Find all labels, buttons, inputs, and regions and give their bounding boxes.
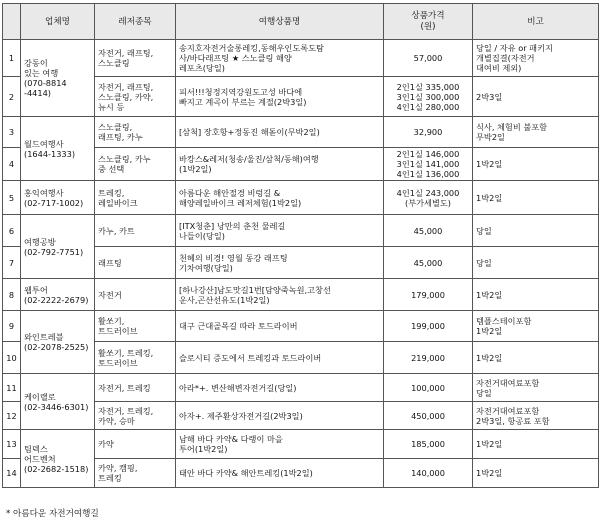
sports-cell-line: 카약, 승마 [98, 415, 135, 426]
row-number: 11 [3, 374, 21, 402]
note-cell-line: 당일 [476, 257, 492, 268]
note-cell-line: 템플스테이포함 [476, 316, 532, 326]
price-cell-line: 100,000 [411, 382, 445, 393]
sports-cell-line: 스노클링, [98, 122, 133, 132]
product-cell-line: [하나강산]남도맛길1번[담양죽녹원,고창선 [179, 284, 331, 295]
sports-cell-line: 활쏘기, [98, 316, 125, 326]
product-cell [176, 342, 384, 374]
company-cell [21, 311, 95, 374]
sports-cell-line: 토드러이브 [98, 357, 138, 368]
note-cell-line: 2박3일 [476, 91, 503, 102]
price-cell-line: 450,000 [411, 410, 445, 421]
sports-cell-line: 트드러이브 [98, 326, 138, 336]
product-cell-line: [삼척] 장호항+정동진 해돋이(무박2일) [179, 127, 320, 137]
product-cell [176, 40, 384, 77]
sports-cell [95, 342, 176, 374]
header-sports: 레저종목 [95, 4, 176, 40]
product-cell [176, 402, 384, 430]
price-cell-line: 2인1실 335,000 [396, 81, 460, 92]
table-row [3, 181, 599, 215]
sports-cell-line: 카약, 캠핑, [98, 463, 138, 473]
sports-cell-line: 자전거, 래프팅, [98, 81, 154, 92]
price-cell [384, 77, 473, 117]
price-cell-line: 32,900 [413, 127, 443, 137]
table-row [3, 311, 599, 342]
price-cell [384, 311, 473, 342]
product-cell-line: 아름다운 해안절경 비렁길 & [179, 187, 281, 198]
company-cell-line: (1644-1333) [24, 148, 76, 159]
row-number: 5 [3, 181, 21, 215]
note-cell [473, 117, 599, 148]
company-cell [21, 430, 95, 488]
price-cell [384, 402, 473, 430]
product-cell-line: (1박2일) [179, 164, 212, 174]
sports-cell [95, 148, 176, 181]
sports-cell-line: 카약 [98, 439, 114, 449]
price-cell [384, 279, 473, 311]
product-cell [176, 374, 384, 402]
product-cell [176, 215, 384, 247]
price-cell-line: 179,000 [411, 289, 445, 300]
company-cell-line: 홍익여행사 [24, 187, 64, 198]
note-cell [473, 342, 599, 374]
product-cell-line: 바캉스&레저(청송/울진/삼척/동해)여행 [179, 154, 319, 164]
price-cell-line: 45,000 [413, 257, 443, 268]
note-cell [473, 279, 599, 311]
header-note: 비고 [473, 4, 599, 40]
product-cell-line: 남해 바다 카약& 다랭이 마을 [179, 434, 283, 444]
price-cell-line: 140,000 [411, 468, 445, 478]
note-cell [473, 247, 599, 279]
company-cell-line: 어드벤처 [24, 453, 56, 464]
sports-cell [95, 459, 176, 488]
product-cell [176, 148, 384, 181]
price-cell [384, 459, 473, 488]
product-cell-line: 빠지고 계곡이 부르는 계절(2박3일) [179, 96, 307, 107]
header-no [3, 4, 21, 40]
product-cell-line: 레포츠(당일) [179, 63, 225, 73]
header-company: 업체명 [21, 4, 95, 40]
product-cell-line: 천혜의 비경! 영월 동강 래프팅 [179, 252, 288, 263]
product-cell [176, 117, 384, 148]
sports-cell-line: 자전거, 트레킹 [98, 382, 151, 393]
sports-cell [95, 181, 176, 215]
note-cell [473, 459, 599, 488]
header-product: 여행상품명 [176, 4, 384, 40]
sports-cell-line: 중 선택 [98, 164, 125, 174]
note-cell-line: 자전거대여료포함 [476, 405, 540, 416]
header-price: 상품가격 (원) [384, 4, 473, 40]
product-cell [176, 77, 384, 117]
note-cell [473, 402, 599, 430]
price-cell [384, 342, 473, 374]
company-cell [21, 374, 95, 430]
product-cell-line: 해양레일바이크 레저체험(1박2일) [179, 197, 302, 208]
product-cell-line: 나들이(당일) [179, 230, 225, 241]
sports-cell-line: 레일바이크 [98, 197, 138, 208]
price-cell [384, 374, 473, 402]
company-cell-line: (070-8814 [24, 78, 67, 88]
product-cell-line: 아라*+. 변산해변자전거길(당일) [179, 382, 297, 393]
sports-cell [95, 40, 176, 77]
product-cell [176, 311, 384, 342]
note-cell [473, 77, 599, 117]
company-cell-line: 월드여행사 [24, 138, 64, 149]
price-cell [384, 181, 473, 215]
sports-cell-line: 래프팅 [98, 257, 122, 268]
company-cell [21, 40, 95, 117]
table-row [3, 117, 599, 148]
company-cell [21, 279, 95, 311]
product-cell-line: 사/바다래프팅 ★ 스노클링 해양 [179, 53, 292, 63]
price-cell [384, 40, 473, 77]
product-cell-line: 송지호자전거술롱레킹,동해우인도록도탐 [179, 43, 324, 53]
table-row [3, 430, 599, 459]
price-cell-line: 219,000 [411, 352, 445, 363]
row-number: 3 [3, 117, 21, 148]
note-cell-line: 당일 [476, 225, 492, 236]
note-cell-line: 무박2일 [476, 132, 505, 142]
table-row [3, 215, 599, 247]
product-table [2, 3, 599, 488]
sports-cell [95, 430, 176, 459]
sports-cell [95, 247, 176, 279]
sports-cell [95, 117, 176, 148]
company-cell-line: (02-717-1002) [24, 197, 84, 208]
table-row [3, 279, 599, 311]
product-cell [176, 459, 384, 488]
row-number: 4 [3, 148, 21, 181]
company-cell-line: (02-2078-2525) [24, 342, 89, 352]
note-cell-line: 당일 / 자유 or 패키지 [476, 43, 553, 53]
company-cell-line: 여행공방 [24, 236, 56, 247]
sports-cell [95, 311, 176, 342]
price-cell-line: (부가세별도) [405, 197, 451, 208]
sports-cell-line: 래프팅, 카누 [98, 132, 143, 142]
price-cell-line: 3인1실 141,000 [396, 159, 460, 169]
product-cell-line: 태안 바다 카약& 해안트레킹(1박2일) [179, 468, 313, 478]
row-number: 12 [3, 402, 21, 430]
price-cell-line: 4인1실 280,000 [396, 101, 460, 112]
note-cell [473, 311, 599, 342]
product-cell-line: [ITX청춘] 낭만의 춘천 물레길 [179, 220, 286, 231]
price-cell [384, 430, 473, 459]
product-cell-line: 슬로시티 증도에서 트레킹과 토드라이버 [179, 352, 322, 363]
product-cell [176, 181, 384, 215]
company-cell-line: 와인트레블 [24, 332, 64, 342]
product-cell [176, 247, 384, 279]
row-number: 1 [3, 40, 21, 77]
row-number: 2 [3, 77, 21, 117]
note-cell [473, 148, 599, 181]
note-cell [473, 215, 599, 247]
note-cell-line: 2박3일, 항공료 포함 [476, 415, 550, 426]
row-number: 6 [3, 215, 21, 247]
sports-cell-line: 스노클링 [98, 58, 130, 68]
row-number: 7 [3, 247, 21, 279]
product-cell [176, 430, 384, 459]
company-cell [21, 215, 95, 279]
price-cell [384, 215, 473, 247]
note-cell-line: 식사, 체험비 불포함 [476, 122, 548, 132]
price-cell [384, 247, 473, 279]
company-cell-line: 있는 여행 [24, 68, 59, 78]
note-cell [473, 374, 599, 402]
note-cell-line: 개별집결(자전거 [476, 53, 535, 63]
company-cell [21, 117, 95, 181]
note-cell-line: 1박2일 [476, 289, 503, 300]
company-cell-line: (02-792-7751) [24, 246, 84, 257]
sports-cell-line: 카누, 카트 [98, 225, 135, 236]
product-cell-line: 대구 근대골목길 따라 토드라이버 [179, 321, 298, 331]
table-row [3, 40, 599, 77]
sports-cell [95, 374, 176, 402]
price-cell-line: 4인1실 243,000 [396, 187, 460, 198]
sports-cell-line: 활쏘기, 트레킹, [98, 347, 154, 358]
price-cell [384, 148, 473, 181]
row-number: 14 [3, 459, 21, 488]
price-cell-line: 2인1실 146,000 [396, 149, 460, 159]
company-cell-line: 웹투어 [24, 284, 48, 295]
product-cell-line: 투어(1박2일) [179, 444, 228, 454]
note-cell-line: 자전거대여료포함 [476, 377, 540, 388]
note-cell-line: 1박2일 [476, 439, 503, 449]
note-cell [473, 430, 599, 459]
row-number: 10 [3, 342, 21, 374]
row-number: 13 [3, 430, 21, 459]
price-cell-line: 45,000 [413, 225, 443, 236]
product-cell-line: 기차여행(당일) [179, 262, 233, 273]
company-cell-line: (02-2222-2679) [24, 294, 89, 305]
company-cell-line: -4414) [24, 88, 51, 98]
product-cell [176, 279, 384, 311]
sports-cell [95, 77, 176, 117]
footnote: * 아름다운 자전거여행길 [6, 509, 99, 519]
note-cell-line: 1박2일 [476, 352, 503, 363]
sports-cell [95, 402, 176, 430]
sports-cell-line: 자전거, 트레킹, [98, 405, 154, 416]
note-cell-line: 대여비 제외) [476, 63, 522, 73]
header-row [3, 4, 599, 40]
product-cell-line: 아자+. 제주환상자전거길(2박3일) [179, 410, 303, 421]
row-number: 8 [3, 279, 21, 311]
company-cell-line: 강동이 [24, 58, 48, 68]
note-cell-line: 1박2일 [476, 326, 503, 336]
note-cell-line: 당일 [476, 387, 492, 398]
row-number: 9 [3, 311, 21, 342]
note-cell [473, 40, 599, 77]
sports-cell [95, 279, 176, 311]
price-cell-line: 4인1실 136,000 [396, 169, 460, 179]
sports-cell [95, 215, 176, 247]
product-cell-line: 피서!!!청정지역강원도고성 바다에 [179, 86, 303, 97]
sports-cell-line: 트레킹 [98, 473, 122, 483]
note-cell [473, 181, 599, 215]
note-cell-line: 1박2일 [476, 159, 503, 169]
price-cell-line: 185,000 [411, 439, 445, 449]
company-cell [21, 181, 95, 215]
table-row [3, 374, 599, 402]
price-cell-line: 57,000 [413, 53, 443, 63]
price-cell-line: 199,000 [411, 321, 445, 331]
sports-cell-line: 스노클링, 카누 [98, 154, 151, 164]
sports-cell-line: 자전거, 래프팅, [98, 48, 154, 58]
company-cell-line: (02-2682-1518) [24, 463, 89, 474]
note-cell-line: 1박2일 [476, 192, 503, 203]
sports-cell-line: 뉴시 등 [98, 101, 125, 112]
note-cell-line: 1박2일 [476, 468, 503, 478]
company-cell-line: 케이랠로 [24, 391, 56, 402]
sports-cell-line: 스노클링, 카약, [98, 91, 154, 102]
company-cell-line: (02-3446-6301) [24, 401, 89, 412]
price-cell-line: 3인1실 300,000 [396, 91, 460, 102]
sports-cell-line: 자전거 [98, 289, 122, 300]
price-cell [384, 117, 473, 148]
product-cell-line: 운사,곤산선유도(1박2일) [179, 294, 270, 305]
company-cell-line: 팀덱스 [24, 443, 48, 454]
sports-cell-line: 트레킹, [98, 187, 125, 198]
